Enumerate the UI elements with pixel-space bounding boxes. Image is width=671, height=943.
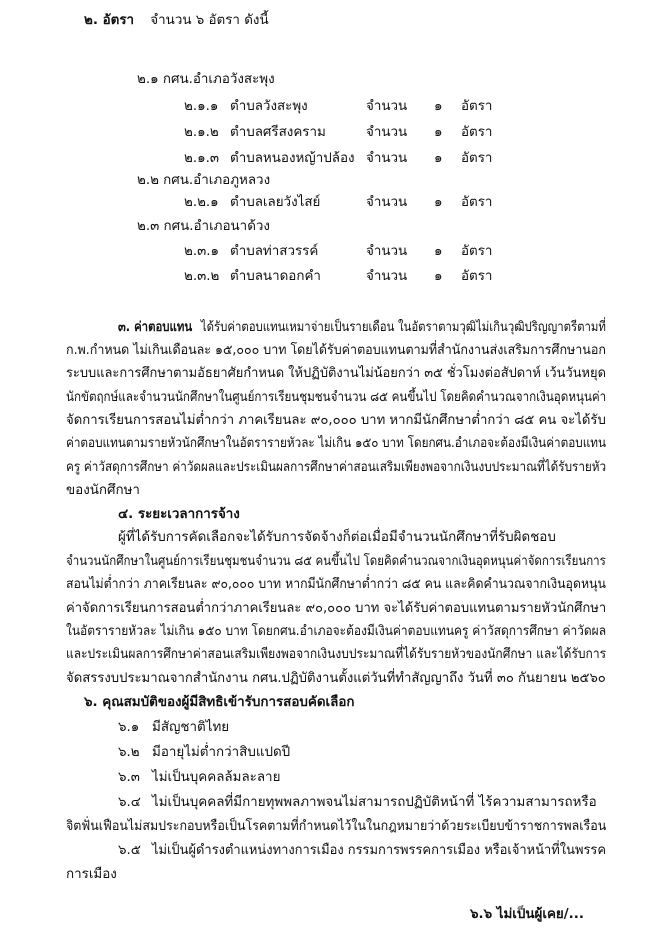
item-count-label: จำนวน (366, 195, 408, 210)
item-text: มีสัญชาติไทย (152, 720, 230, 735)
paragraph-line: และประเมินผลการศึกษาค่าสอนเสริมเพียงพอจากเงินงบประมาณที่ได้รับรายหัวของนักศึกษา และได้รับการ (66, 647, 607, 662)
item-text: ไม่เป็นบุคคลล้มละลาย (152, 770, 281, 785)
section-3-first-line-text: ได้รับค่าตอบแทนเหมาจ่ายเป็นรายเดือน ในอัตราตามวุฒิไม่เกินวุฒิปริญญาตรีตามที่ (200, 320, 606, 335)
paragraph-line: ผู้ที่ได้รับการคัดเลือกจะได้รับการจัดจ้างก็ต่อเมื่อมีจำนวนนักศึกษาที่รับผิดชอบ (118, 530, 556, 545)
item-name: ตำบลนาดอกคำ (230, 269, 321, 284)
item-text: มีอายุไม่ต่ำกว่าสิบแปดปี (152, 745, 291, 760)
item-unit: อัตรา (461, 244, 493, 259)
item-name: ตำบลหนองหญ้าปล้อง (230, 151, 355, 166)
paragraph-line: ก.พ.กำหนด ไม่เกินเดือนละ ๑๕,๐๐๐ บาท โดยได้รับค่าตอบแทนตามที่สำนักงานส่งเสริมการศึกษานอก (66, 343, 606, 358)
paragraph-line: ค่าตอบแทนตามรายหัวนักศึกษาในอัตรารายหัวละ ไม่เกิน ๑๕๐ บาท โดยกศน.อำเภอจะต้องมีเงินค่าตอบแทน (66, 436, 607, 451)
item-code: ๒.๑.๒ (184, 125, 219, 140)
item-unit: อัตรา (461, 151, 493, 166)
group-title: ๒.๓ กศน.อำเภอนาด้วง (137, 219, 270, 234)
item-count: ๑ (434, 244, 443, 259)
item-code: ๒.๓.๑ (184, 244, 219, 259)
paragraph-line: จัดการเรียนการสอนไม่ต่ำกว่า ภาคเรียนละ ๙๐,๐๐๐ บาท หากมีนักศึกษาต่ำกว่า ๘๕ คน จะได้รับ (66, 413, 606, 428)
paragraph-line: สอนไม่ต่ำกว่า ภาคเรียนละ ๙๐,๐๐๐ บาท หากมีนักศึกษาต่ำกว่า ๘๕ คน และคิดคำนวณจากเงินอุดหนุน (66, 577, 606, 592)
paragraph-line: จำนวนนักศึกษาในศูนย์การเรียนชุมชนจำนวน ๘๕ คนขึ้นไป โดยคิดคำนวณจากเงินอุดหนุนค่าจัดการเรียนการ (66, 554, 606, 569)
item-name: ตำบลศรีสงคราม (230, 125, 326, 140)
item-count: ๑ (434, 269, 443, 284)
item-count-label: จำนวน (366, 151, 408, 166)
item-count: ๑ (434, 151, 443, 166)
paragraph-line: จัดสรรงบประมาณจากสำนักงาน กศน.ปฏิบัติงานตั้งแต่วันที่ทำสัญญาถึง วันที่ ๓๐ กันยายน ๒๕๖๐ (66, 671, 606, 686)
item-code: ๖.๑ (118, 720, 140, 735)
item-count: ๑ (434, 99, 443, 114)
item-name: ตำบลท่าสวรรค์ (230, 244, 319, 259)
item-count-label: จำนวน (366, 99, 408, 114)
section-3-heading: ๓. ค่าตอบแทน (118, 320, 193, 335)
paragraph-line: การเมือง (66, 867, 117, 882)
item-code: ๒.๓.๒ (184, 269, 220, 284)
item-code: ๒.๒.๑ (184, 195, 219, 210)
paragraph-line: จิตฟั่นเฟือนไม่สมประกอบหรือเป็นโรคตามที่กำหนดไว้ในในกฎหมายว่าด้วยระเบียบข้าราชการพลเรือน (66, 819, 607, 834)
section-4-heading: ๔. ระยะเวลาการจ้าง (118, 507, 240, 522)
item-code: ๖.๓ (118, 770, 140, 785)
paragraph-line: ระบบและการศึกษาตามอัธยาศัยกำหนด ให้ปฏิบัติงานไม่น้อยกว่า ๓๕ ชั่วโมงต่อสัปดาห์ เว้นวันหยุด (66, 366, 606, 381)
section-2-heading-num: ๒. อัตรา (84, 13, 135, 28)
item-unit: อัตรา (461, 99, 493, 114)
section-6-heading: ๖. คุณสมบัติของผู้มีสิทธิเข้ารับการสอบคัดเลือก (84, 695, 355, 710)
paragraph-line: ในอัตรารายหัวละ ไม่เกิน ๑๕๐ บาท โดยกศน.อำเภอจะต้องมีเงินค่าตอบแทนครู ค่าวัสดุการศึกษา ค่าวัดผล (66, 624, 607, 639)
section-3-first-line (118, 319, 606, 337)
paragraph-line: ของนักศึกษา (66, 483, 140, 498)
item-count-label: จำนวน (366, 244, 408, 259)
item-count-label: จำนวน (366, 269, 408, 284)
item-code: ๒.๑.๑ (184, 99, 219, 114)
item-unit: อัตรา (461, 269, 493, 284)
item-code: ๖.๕ (118, 843, 141, 858)
item-unit: อัตรา (461, 195, 493, 210)
group-title: ๒.๑ กศน.อำเภอวังสะพุง (137, 72, 275, 87)
section-2-heading (84, 12, 269, 30)
item-unit: อัตรา (461, 125, 493, 140)
item-text: ไม่เป็นผู้ดำรงตำแหน่งทางการเมือง กรรมการพรรคการเมือง หรือเจ้าหน้าที่ในพรรค (152, 843, 606, 858)
item-text: ไม่เป็นบุคคลที่มีกายทุพพลภาพจนไม่สามารถปฏิบัติหน้าที่ ไร้ความสามารถหรือ (152, 795, 597, 810)
section-2-heading-rest: จำนวน ๖ อัตรา ดังนี้ (150, 13, 269, 28)
page-continuation: ๖.๖ ไม่เป็นผู้เคย/... (470, 907, 584, 922)
group-title: ๒.๒ กศน.อำเภอภูหลวง (137, 173, 271, 188)
item-code: ๖.๔ (118, 795, 141, 810)
item-count: ๑ (434, 125, 443, 140)
item-name: ตำบลวังสะพุง (230, 99, 308, 114)
item-count-label: จำนวน (366, 125, 408, 140)
paragraph-line: ครู ค่าวัสดุการศึกษา ค่าวัดผลและประเมินผลการศึกษาค่าสอนเสริมเพียงพอจากเงินงบประมาณที่ได้รับรายหัว (66, 460, 607, 475)
item-code: ๖.๒ (118, 745, 140, 760)
item-code: ๒.๑.๓ (184, 151, 219, 166)
paragraph-line: ค่าจัดการเรียนการสอนต่ำกว่าภาคเรียนละ ๙๐,๐๐๐ บาท จะได้รับค่าตอบแทนตามรายหัวนักศึกษา (66, 601, 607, 616)
paragraph-line: นักขัตฤกษ์และจำนวนนักศึกษาในศูนย์การเรียนชุมชนจำนวน ๘๕ คนขึ้นไป โดยคิดคำนวณจากเงินอุดหนุนค่า (66, 390, 607, 405)
item-name: ตำบลเลยวังไสย์ (230, 195, 321, 210)
item-count: ๑ (434, 195, 443, 210)
